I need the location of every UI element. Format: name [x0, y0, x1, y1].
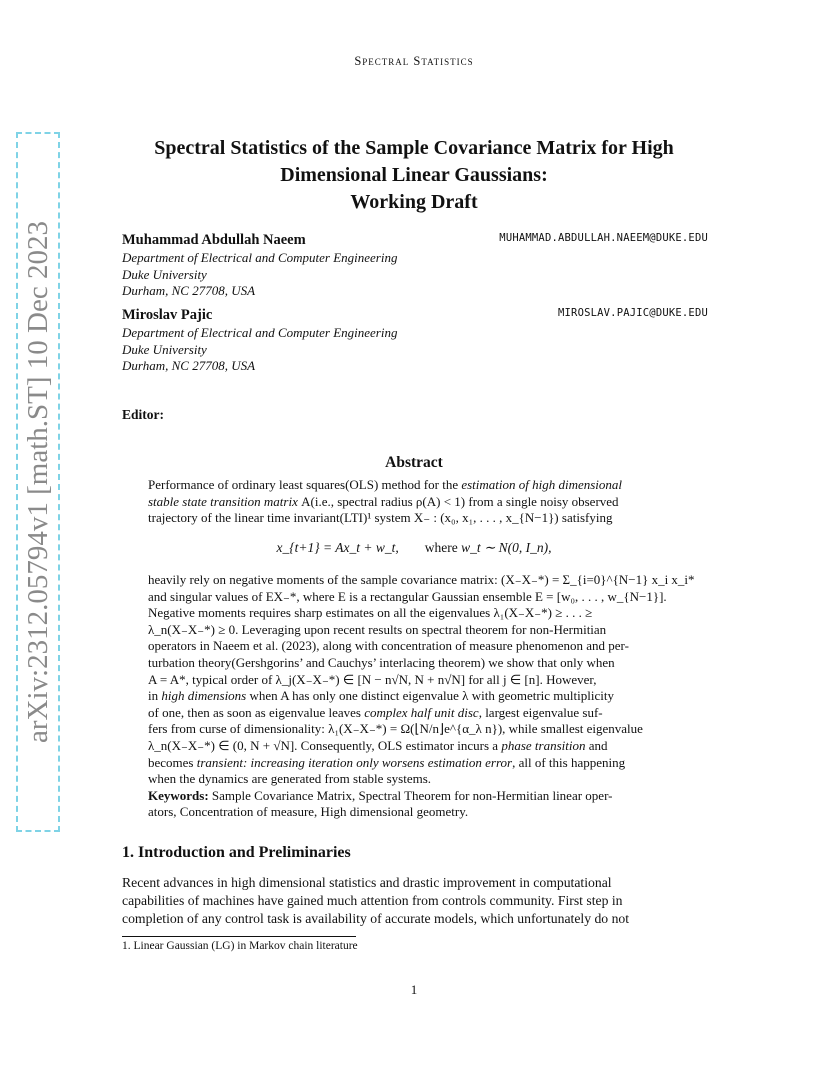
- text-span: , all of this happening: [512, 754, 626, 770]
- abstract-paragraph-2: [148, 572, 695, 821]
- abstract-line: fers from curse of dimensionality: λ₁(X₋X₋*) = Ω(⌊N/n⌋e^{α_λ n}), while smallest eigenvalue: [148, 721, 643, 737]
- abstract-line: trajectory of the linear time invariant(LTI)¹ system X₋ : (x₀, x₁, . . . , x_{N−1}) satisfying: [148, 510, 613, 526]
- state-equation: [0, 540, 828, 556]
- abstract-heading: Abstract: [385, 454, 443, 471]
- footnote-rule: [122, 936, 356, 937]
- section-body: [122, 874, 708, 928]
- abstract-line: [148, 477, 681, 494]
- abstract-line: operators in Naeem et al. (2023), along with concentration of measure phenomenon and per-: [148, 638, 629, 654]
- author-university: Duke University: [122, 341, 207, 357]
- author-department: Department of Electrical and Computer Engineering: [122, 325, 398, 340]
- text-span: when A has only one distinct eigenvalue λ with geometric multiplicity: [246, 688, 614, 704]
- running-head: Spectral Statistics: [354, 54, 474, 68]
- abstract-paragraph-1: [148, 477, 681, 527]
- keywords-label: Keywords:: [148, 787, 209, 803]
- equation-left: x_{t+1} = Ax_t + w_t,: [276, 540, 399, 555]
- author-email[interactable]: MUHAMMAD.ABDULLAH.NAEEM@DUKE.EDU: [499, 232, 708, 244]
- title-line-3: Working Draft: [350, 191, 478, 213]
- emphasis-span: complex half unit disc: [364, 704, 479, 720]
- abstract-line: when the dynamics are generated from stable systems.: [148, 771, 432, 787]
- title-line-1: Spectral Statistics of the Sample Covariance Matrix for High: [154, 137, 674, 159]
- equation-where: where: [424, 540, 458, 555]
- abstract-line: [148, 688, 681, 705]
- abstract-line: [148, 705, 681, 722]
- emphasis-span: estimation of high dimensional: [461, 477, 623, 492]
- abstract-line: Negative moments requires sharp estimates on all the eigenvalues λ₁(X₋X₋*) ≥ . . . ≥: [148, 605, 593, 621]
- author-name: Muhammad Abdullah Naeem: [122, 232, 306, 248]
- author-1: [122, 231, 708, 300]
- author-email[interactable]: MIROSLAV.PAJIC@DUKE.EDU: [558, 307, 708, 319]
- text-span: of one, then as soon as eigenvalue leaves: [148, 704, 365, 720]
- abstract-line: and singular values of EX₋*, where E is a rectangular Gaussian ensemble E = [w₀, . . . , w_{N−1}].: [148, 588, 667, 604]
- abstract-line: heavily rely on negative moments of the sample covariance matrix: (X₋X₋*) = Σ_{i=0}^{N−1} x_i x_i*: [148, 572, 695, 587]
- keywords-line: ators, Concentration of measure, High dimensional geometry.: [148, 804, 469, 820]
- body-line: capabilities of machines have gained much attention from controls community. First step in: [122, 893, 623, 908]
- emphasis-span: phase transition: [501, 737, 586, 753]
- editor-label: Editor:: [122, 407, 164, 422]
- text-span: Performance of ordinary least squares(OLS) method for the: [148, 477, 462, 492]
- title-line-2: Dimensional Linear Gaussians:: [280, 164, 548, 186]
- paper-title: [110, 135, 718, 216]
- emphasis-span: high dimensions: [161, 688, 247, 704]
- abstract-line: A = A*, typical order of λ_j(X₋X₋*) ∈ [N − n√N, N + n√N] for all j ∈ [n]. However,: [148, 671, 597, 687]
- equation-right: w_t ∼ N(0, I_n),: [461, 540, 552, 555]
- body-line: Recent advances in high dimensional statistics and drastic improvement in computational: [122, 875, 612, 890]
- footnote: 1. Linear Gaussian (LG) in Markov chain literature: [122, 940, 358, 952]
- emphasis-span: stable state transition matrix: [148, 493, 302, 509]
- page-number: 1: [410, 982, 418, 997]
- abstract-line: [148, 738, 681, 755]
- emphasis-span: transient: increasing iteration only worsens estimation error: [196, 754, 513, 770]
- author-name: Miroslav Pajic: [122, 307, 213, 323]
- body-line: completion of any control task is availability of accurate models, which unfortunately do not: [122, 911, 630, 926]
- author-address: Durham, NC 27708, USA: [122, 283, 256, 298]
- text-span: in: [148, 688, 162, 704]
- author-address: Durham, NC 27708, USA: [122, 358, 256, 373]
- text-span: and: [585, 737, 608, 753]
- keywords-text: Sample Covariance Matrix, Spectral Theorem for non-Hermitian linear oper-: [208, 787, 613, 803]
- section-heading: 1. Introduction and Preliminaries: [122, 844, 351, 861]
- text-span: becomes: [148, 754, 197, 770]
- text-span: A(i.e., spectral radius ρ(A) < 1) from a single noisy observed: [301, 493, 619, 509]
- abstract-line: [148, 494, 681, 511]
- keywords-line: [148, 788, 681, 805]
- abstract-line: [148, 755, 681, 772]
- author-university: Duke University: [122, 266, 207, 282]
- author-2: [122, 306, 708, 375]
- text-span: , largest eigenvalue suf-: [478, 704, 603, 720]
- abstract-line: λ_n(X₋X₋*) ≥ 0. Leveraging upon recent results on spectral theorem for non-Hermitian: [148, 621, 607, 637]
- author-department: Department of Electrical and Computer Engineering: [122, 250, 398, 265]
- abstract-line: turbation theory(Gershgorins’ and Cauchys’ interlacing theorem) we show that only when: [148, 654, 615, 670]
- text-span: λ_n(X₋X₋*) ∈ (0, N + √N]. Consequently, OLS estimator incurs a: [148, 737, 502, 753]
- arxiv-identifier-stamp: arXiv:2312.05794v1 [math.ST] 10 Dec 2023: [16, 132, 60, 832]
